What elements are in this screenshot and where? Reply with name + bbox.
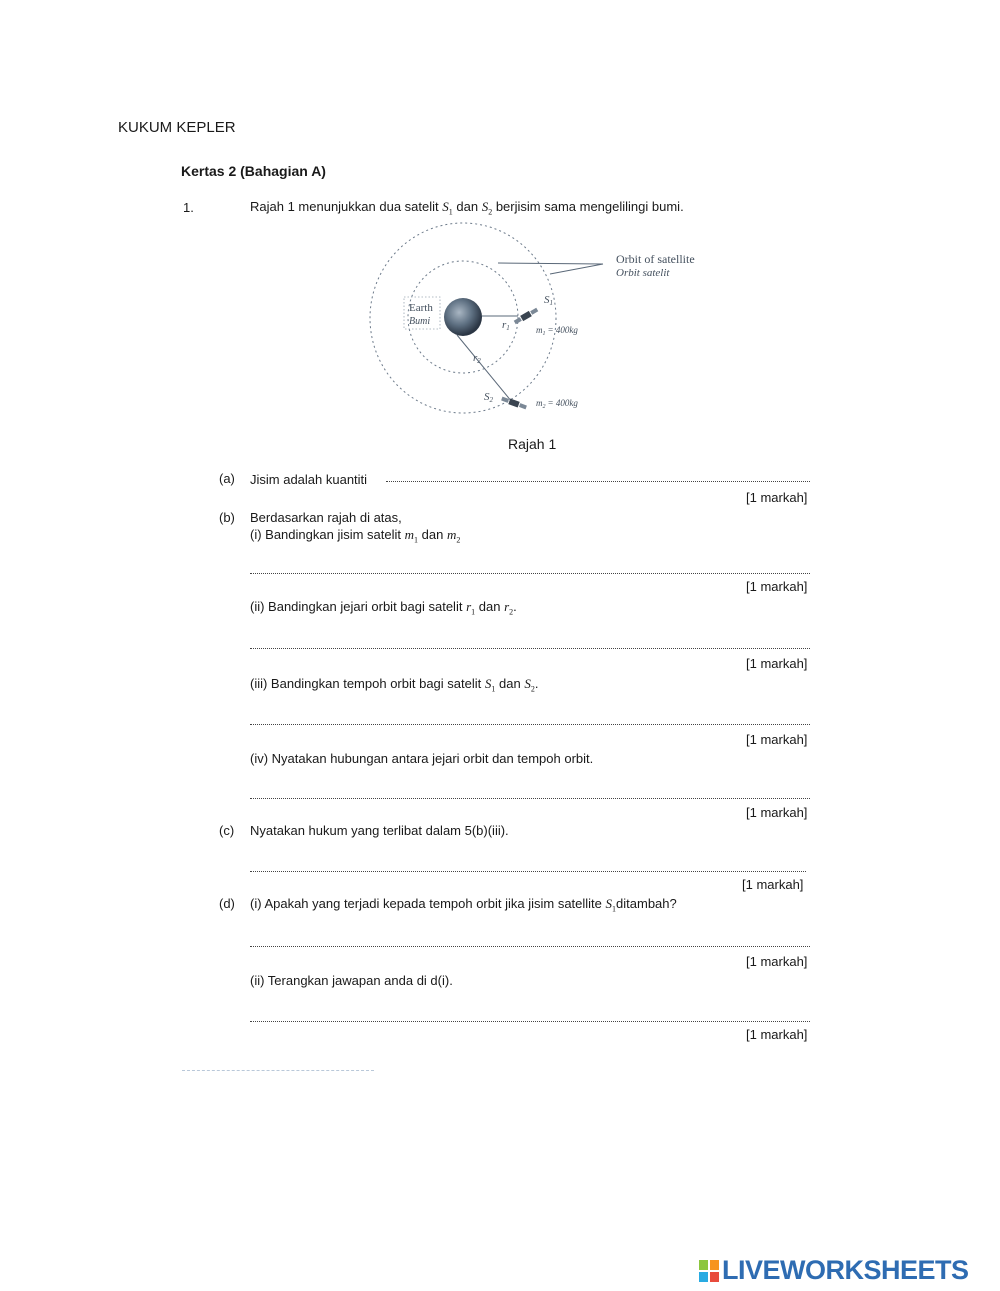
r2-symbol: $r_2$ [504,599,514,617]
part-b-iii-text: (iii) Bandingkan tempoh orbit bagi satelit $S_1$ dan $S_2$. [250,676,539,694]
liveworksheets-logo [698,1255,969,1286]
part-d-i-answer-line[interactable] [250,946,810,947]
satellite-s2-icon [501,396,527,411]
question-text-before: Rajah 1 menunjukkan dua satelit [250,199,439,214]
part-d-label: (d) [219,896,235,911]
part-b-i-text: (i) Bandingkan jisim satelit $m_1$ dan $m_2$ [250,527,461,545]
part-b-iii-answer-line[interactable] [250,724,810,725]
part-c-label: (c) [219,823,235,838]
part-b-ii-answer-line[interactable] [250,648,810,649]
part-b-i-answer-line[interactable] [250,573,810,574]
s2-symbol: $S_2$ [481,199,493,217]
orbit-pointer-1 [498,263,603,264]
earth-icon [444,298,482,336]
part-a-answer-line[interactable] [386,481,810,482]
figure-caption: Rajah 1 [508,436,557,452]
part-c-answer-line[interactable] [250,871,806,872]
part-b-intro: Berdasarkan rajah di atas, [250,510,402,525]
s1-symbol: $S_1$ [605,896,617,914]
faint-divider [182,1070,374,1071]
part-a-label: (a) [219,471,235,486]
mark-b-iv: [1 markah] [746,805,808,820]
mark-d-i: [1 markah] [746,954,808,969]
question-text-and: dan [456,199,479,214]
orbit-label: Orbit of satellite [616,252,695,266]
part-b-iv-text: (iv) Nyatakan hubungan antara jejari orbit dan tempoh orbit. [250,751,594,766]
mark-c: [1 markah] [742,877,804,892]
part-c-text: Nyatakan hukum yang terlibat dalam 5(b)(iii). [250,823,509,838]
part-a-text: Jisim adalah kuantiti [250,472,368,487]
mark-a: [1 markah] [746,490,808,505]
question-text-after: berjisim sama mengelilingi bumi. [495,199,684,214]
orbit-label-ms: Orbit satelit [616,267,670,279]
r1-symbol: $r_1$ [466,599,476,617]
s1-symbol: $S_1$ [484,676,496,694]
mark-d-ii: [1 markah] [746,1027,808,1042]
s2-symbol: $S_2$ [524,676,535,694]
logo-grid-icon [698,1259,720,1283]
section-title: Kertas 2 (Bahagian A) [181,163,326,179]
part-b-label: (b) [219,510,235,525]
m2-symbol: $m_2$ [446,527,461,545]
s2-label: S2 [484,391,493,404]
orbit-diagram [360,215,720,425]
earth-label-ms: Bumi [409,316,431,327]
r2-label: r2 [473,352,481,365]
mark-b-i: [1 markah] [746,579,808,594]
m1-label: $m_1 = 400kg$ [536,325,578,337]
earth-label: Earth [409,302,433,314]
part-b-iv-answer-line[interactable] [250,798,810,799]
orbit-pointer-2 [550,264,603,274]
r1-label: r1 [502,319,510,332]
part-d-ii-text: (ii) Terangkan jawapan anda di d(i). [250,973,453,988]
s1-symbol: $S_1$ [442,199,453,217]
s1-label: S1 [544,294,553,307]
part-b-ii-text: (ii) Bandingkan jejari orbit bagi satelit $r_1$ dan $r_2$. [250,599,517,617]
m2-label: $m_2 = 400kg$ [536,398,578,410]
document-title: KUKUM KEPLER [118,119,236,136]
mark-b-ii: [1 markah] [746,656,808,671]
m1-symbol: $m_1$ [404,527,419,545]
part-d-i-text: (i) Apakah yang terjadi kepada tempoh orbit jika jisim satellite $S_1ditambah$? [250,896,677,914]
question-text [250,199,684,217]
question-number: 1. [183,200,194,215]
logo-text: LIVEWORKSHEETS [722,1255,969,1285]
mark-b-iii: [1 markah] [746,732,808,747]
part-d-ii-answer-line[interactable] [250,1021,810,1022]
